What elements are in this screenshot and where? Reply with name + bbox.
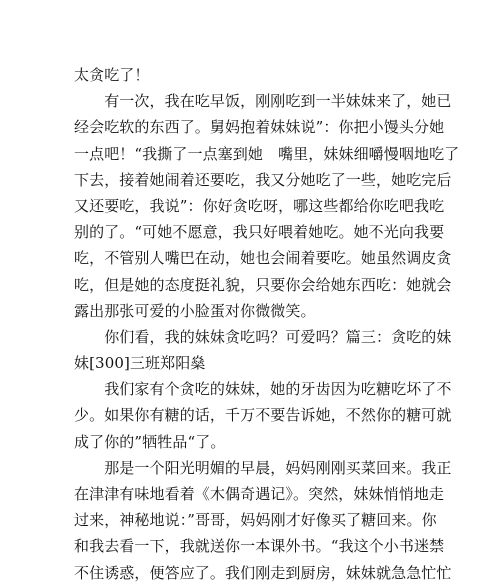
text-line: 妹[300]三班郑阳燊 — [74, 354, 206, 373]
text-line: 少。如果你有糖的话，千万不要告诉她，不然你的糖可就 — [74, 406, 452, 425]
text-line: 下去，接着她闹着还要吃，我又分她吃了一些，她吃完后 — [74, 170, 452, 189]
text-line: 又还要吃，我说”：你好贪吃呀，哪这些都给你吃吧我吃 — [74, 196, 445, 215]
document-body — [74, 62, 460, 586]
text-line: 一点吧！“我撕了一点塞到她 嘴里，妹妹细嚼慢咽地吃了 — [74, 144, 460, 163]
text-line: 露出那张可爱的小脸蛋对你微微笑。 — [74, 301, 316, 320]
text-line: 和我去看一下，我就送你一本课外书。“我这个小书迷禁 — [74, 537, 445, 556]
text-line: 不住诱惑，便答应了。我们刚走到厨房，妹妹就急急忙忙 — [74, 563, 452, 582]
text-line: 经会吃软的东西了。舅妈抱着妹妹说”：你把小馒头分她 — [74, 118, 445, 137]
text-line: 有一次，我在吃早饭，刚刚吃到一半妹妹来了，她已 — [74, 92, 452, 111]
text-line: 吃，不管别人嘴巴在动，她也会闹着要吃。她虽然调皮贪 — [74, 249, 452, 268]
text-line: 那是一个阳光明媚的早晨，妈妈刚刚买菜回来。我正 — [74, 458, 452, 477]
text-line: 你们看，我的妹妹贪吃吗？可爱吗？篇三：贪吃的妹 — [74, 327, 452, 346]
text-line: 太贪吃了！ — [74, 66, 150, 84]
text-line: 我们家有个贪吃的妹妹，她的牙齿因为吃糖吃坏了不 — [74, 380, 452, 399]
text-line: 在津津有味地看着《木偶奇遇记》。突然，妹妹悄悄地走 — [74, 485, 445, 503]
text-line: 吃，但是她的态度挺礼貌，只要你会给她东西吃：她就会 — [74, 275, 452, 294]
text-line: 成了你的”牺牲品“了。 — [74, 432, 226, 451]
text-line: 别的了。“可她不愿意，我只好喂着她吃。她不光向我要 — [74, 223, 445, 242]
text-line: 过来，神秘地说：”哥哥，妈妈刚才好像买了糖回来。你 — [74, 511, 437, 530]
